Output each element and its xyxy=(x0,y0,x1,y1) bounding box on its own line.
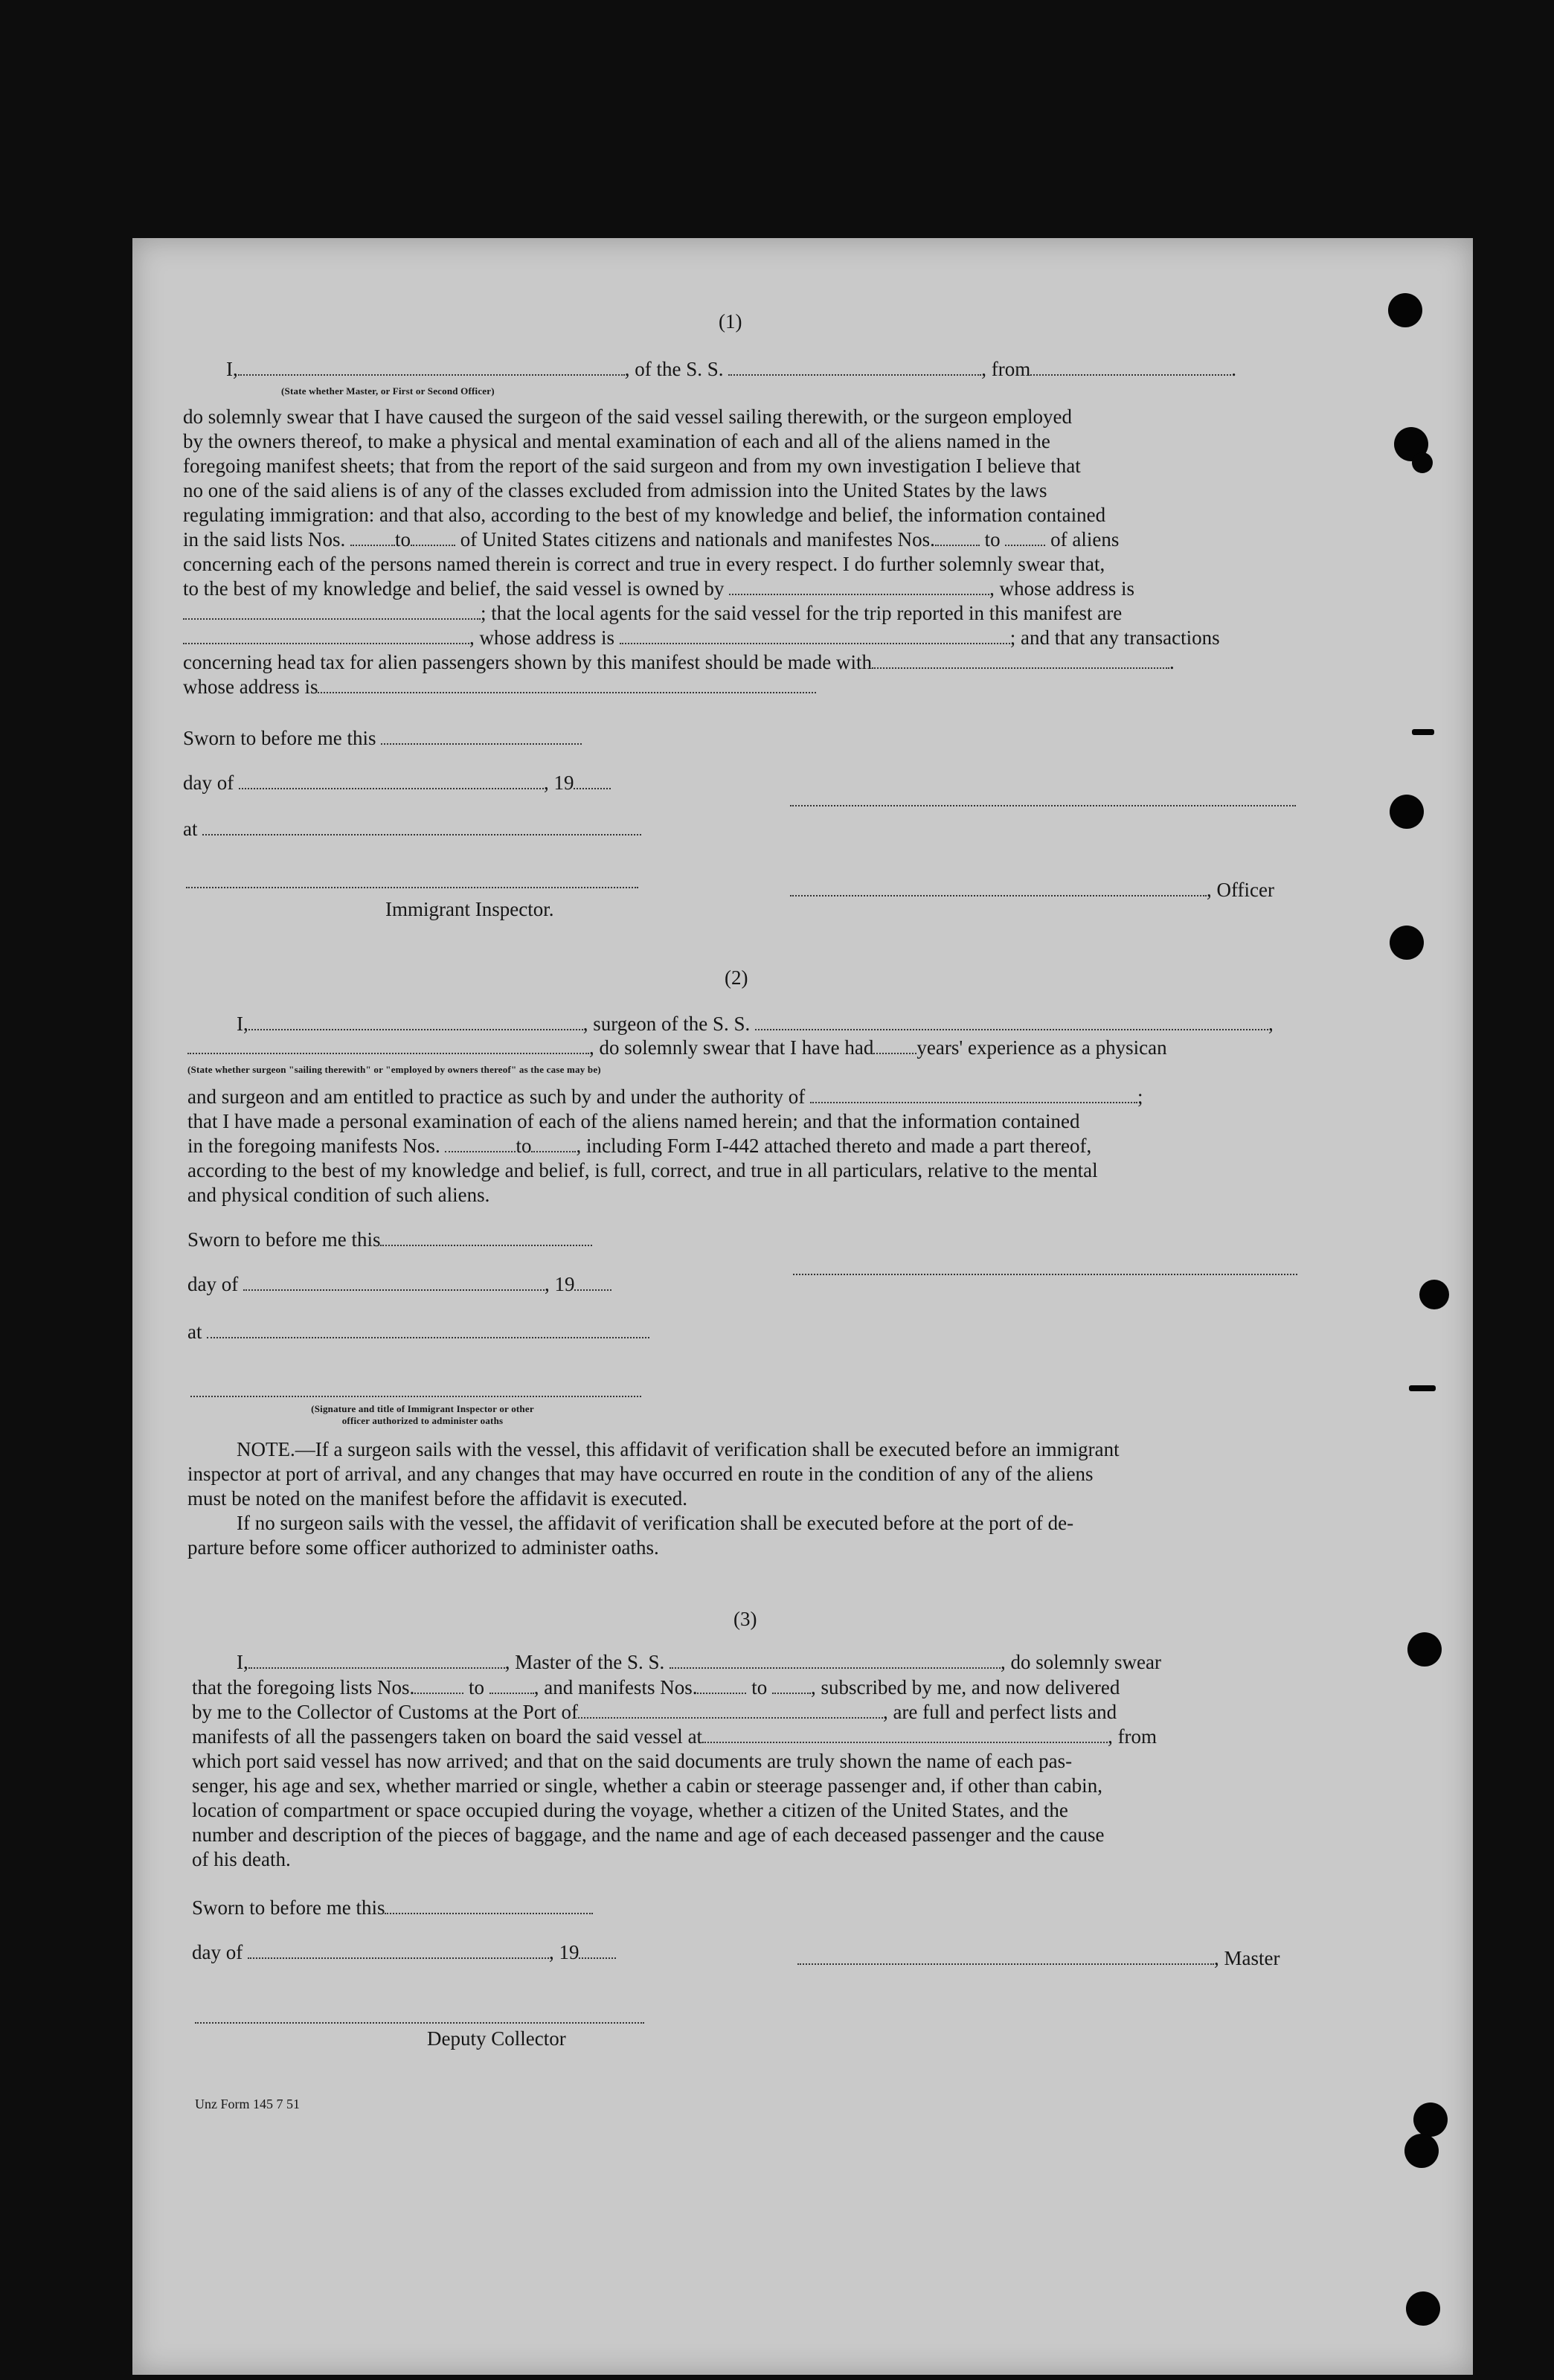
oath-line-1: I, , of the S. S. , from . xyxy=(226,358,1236,380)
surgeon-line-1: I, , surgeon of the S. S. , xyxy=(237,1013,1274,1035)
binder-hole xyxy=(1388,293,1422,327)
binder-hole xyxy=(1390,795,1424,829)
binder-hole xyxy=(1390,926,1424,960)
owned-by-line: to the best of my knowledge and belief, the said vessel is owned by , whose address is xyxy=(183,577,1135,600)
binder-mark xyxy=(1412,729,1434,735)
whose-address-line: , whose address is ; and that any transactions xyxy=(183,626,1425,650)
form-number: Unz Form 145 7 51 xyxy=(195,2097,300,2111)
signature-note: (Signature and title of Immigrant Inspector or other officer authorized to administer oaths xyxy=(311,1403,534,1426)
signature-line-1a xyxy=(790,805,1296,806)
inspector-signature-line-2 xyxy=(190,1396,641,1397)
surgeon-signature-line xyxy=(793,1274,1297,1275)
day-of-line-2: day of , 19 xyxy=(187,1272,611,1297)
at-line-2: at xyxy=(187,1320,649,1344)
binder-hole xyxy=(1419,1280,1449,1309)
whose-address-is-line: whose address is xyxy=(183,675,1425,699)
inspector-signature-line xyxy=(186,887,638,888)
immigrant-inspector-label: Immigrant Inspector. xyxy=(385,898,554,920)
binder-hole xyxy=(1407,1632,1442,1667)
officer-line: , Officer xyxy=(790,878,1274,902)
head-tax-line: concerning head tax for alien passengers shown by this manifest should be made with . xyxy=(183,651,1175,673)
section-1-paragraph: do solemnly swear that I have caused the surgeon of the said vessel sailing therewith, or the surgeon employed by the owners thereof, to make a physical and mental examination of each and all of the aliens named in the foregoing manifest sheets; that from the report of the said surgeon and from my own investigation I believe that no one of the said aliens is of any of the classes excluded from admission into the United States by the laws regulating immigration: and that also, according to the best of my knowledge and belief, the information contained in the said lists Nos. to of United States citizens and nationals and manifestes Nos. to of aliens concerning each of the persons named therein is correct and true in every respect. I do further solemnly swear that, to the best of my knowledge and belief, the said vessel is owned by , whose address is ; that the local agents for the said vessel for the trip reported in this manifest are , whose address is ; and that any transactions concerning head tax for alien passengers shown by this manifest should be made with . whose address is xyxy=(183,405,1425,699)
day-of-line-3: day of , 19 xyxy=(192,1940,616,1965)
sworn-line-3: Sworn to before me this xyxy=(192,1896,593,1920)
master-line-3: by me to the Collector of Customs at the Port of , are full and perfect lists and xyxy=(192,1701,1117,1723)
binder-hole xyxy=(1404,2134,1439,2168)
surgeon-note: (State whether surgeon "sailing therewith" or "employed by owners thereof" as the case may be) xyxy=(187,1064,601,1075)
master-line-4: manifests of all the passengers taken on board the said vessel at , from xyxy=(192,1725,1158,1748)
sworn-line-1: Sworn to before me this xyxy=(183,726,582,751)
binder-mark xyxy=(1409,1385,1436,1391)
section-3-paragraph: that the foregoing lists Nos. to , and manifests Nos. to , subscribed by me, and now delivered by me to the Collector of Customs at the Port of , are full and perfect lists and manifests of all the passengers taken on board the said vessel at , from which port said vessel has now arrived; and that on the said documents are truly shown the name of each pas- senger, his age and sex, whether married or single, whether a cabin or steerage passenger and, if other than cabin, location of compartment or space occupied during the voyage, whether a citizen of the United States, and the number and description of the pieces of baggage, and the name and age of each deceased passenger and the cause of his death. xyxy=(192,1675,1434,1872)
note-paragraph: NOTE.—If a surgeon sails with the vessel, this affidavit of verification shall be executed before an immigrant inspector at port of arrival, and any changes that may have occurred en route in the condition of any of the aliens must be noted on the manifest before the affidavit is executed. If no surgeon sails with the vessel, the affidavit of verification shall be executed before at the port of de- parture before some officer authorized to administer oaths. xyxy=(187,1438,1120,1559)
sworn-line-2: Sworn to before me this xyxy=(187,1228,592,1252)
binder-hole xyxy=(1412,452,1433,473)
section-1-heading: (1) xyxy=(719,310,742,333)
agents-line: ; that the local agents for the said vessel for the trip reported in this manifest are xyxy=(183,601,1425,626)
deputy-collector-label: Deputy Collector xyxy=(427,2027,566,2050)
affidavit-sheet xyxy=(132,238,1473,2375)
section-3-heading: (3) xyxy=(733,1608,757,1630)
master-line-2: that the foregoing lists Nos. to , and manifests Nos. to , subscribed by me, and now delivered xyxy=(192,1676,1120,1699)
at-line-1: at xyxy=(183,817,641,841)
lists-line: in the said lists Nos. to of United States citizens and nationals and manifestes Nos. to of aliens xyxy=(183,528,1120,551)
binder-hole xyxy=(1406,2291,1440,2326)
officer-note: (State whether Master, or First or Second Officer) xyxy=(281,385,495,397)
surgeon-line-2: , do solemnly swear that I have had years' experience as a physican xyxy=(187,1036,1167,1060)
deputy-signature-line xyxy=(195,2022,644,2024)
master-signature-line: , Master xyxy=(797,1946,1280,1971)
authority-line: and surgeon and am entitled to practice as such by and under the authority of ; xyxy=(187,1085,1143,1108)
day-of-line-1: day of , 19 xyxy=(183,771,611,795)
manifest-line: in the foregoing manifests Nos. to , including Form I-442 attached thereto and made a part thereof, xyxy=(187,1135,1092,1157)
section-2-paragraph: and surgeon and am entitled to practice as such by and under the authority of ; that I have made a personal examination of each of the aliens named herein; and that the information contained in the foregoing manifests Nos. to , including Form I-442 attached thereto and made a part thereof, according to the best of my knowledge and belief, is full, correct, and true in all particulars, relative to the mental and physical condition of such aliens. xyxy=(187,1085,1430,1207)
binder-hole xyxy=(1413,2102,1448,2137)
master-line-1: I, , Master of the S. S. , do solemnly swear xyxy=(237,1651,1161,1673)
section-2-heading: (2) xyxy=(725,966,748,989)
